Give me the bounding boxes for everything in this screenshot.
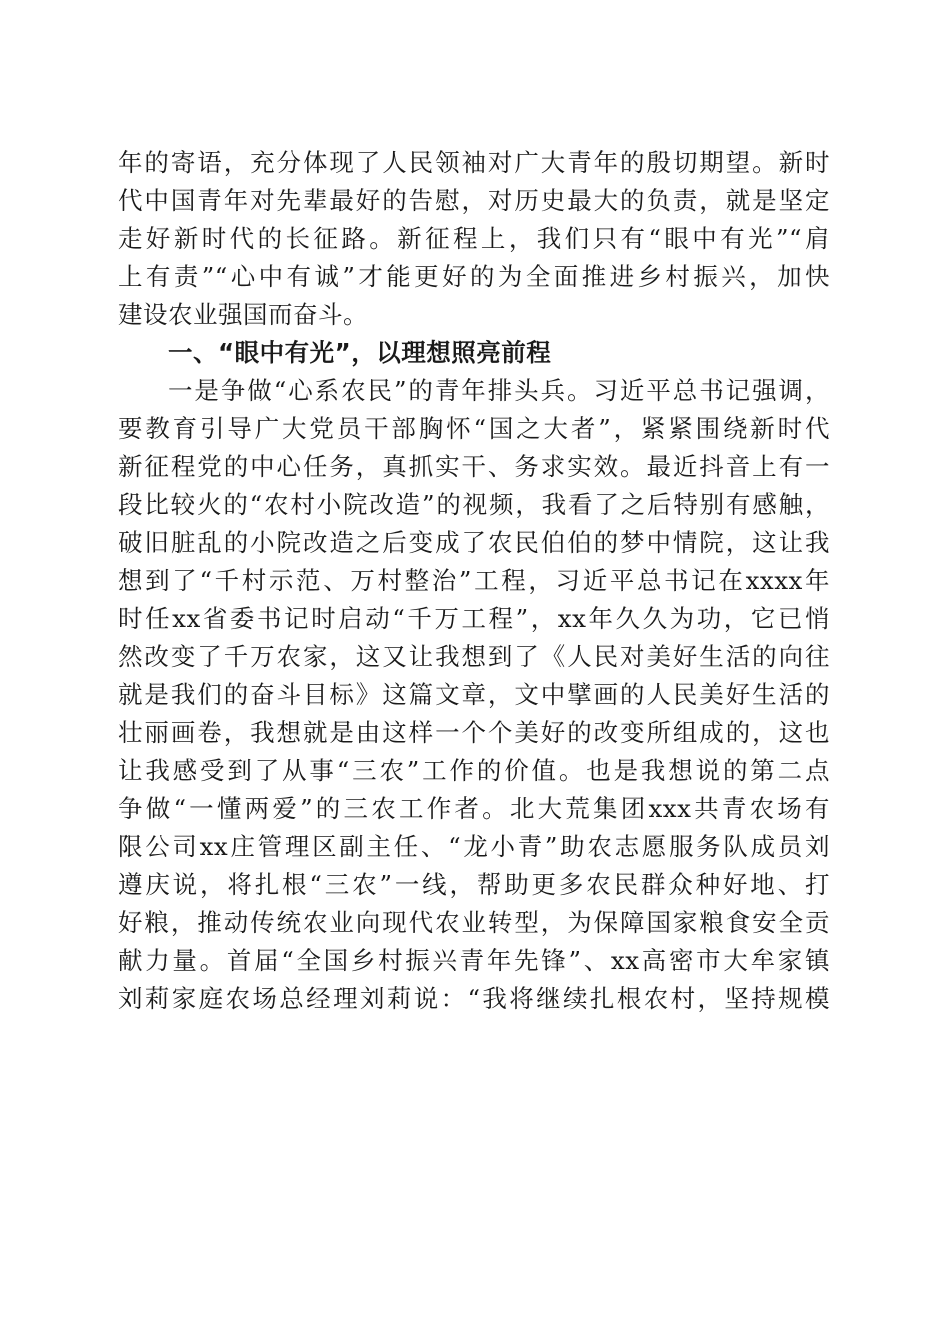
text-line: 新征程党的中心任务，真抓实干、务求实效。最近抖音上有一 (118, 452, 830, 481)
text-line: 献力量。首届“全国乡村振兴青年先锋”、xx高密市大牟家镇 (118, 946, 830, 975)
document-body (118, 144, 830, 1018)
text-line: 一是争做“心系农民”的青年排头兵。习近平总书记强调， (168, 376, 830, 405)
main-paragraph (118, 372, 830, 1018)
text-line: 时任xx省委书记时启动“千万工程”，xx年久久为功，它已悄 (118, 604, 830, 633)
text-line: 年的寄语，充分体现了人民领袖对广大青年的殷切期望。新时 (118, 148, 830, 177)
intro-paragraph (118, 144, 830, 334)
text-line: 建设农业强国而奋斗。 (118, 300, 368, 329)
text-line: 段比较火的“农村小院改造”的视频，我看了之后特别有感触， (118, 490, 830, 519)
text-line: 遵庆说，将扎根“三农”一线，帮助更多农民群众种好地、打 (118, 870, 830, 899)
text-line: 代中国青年对先辈最好的告慰，对历史最大的负责，就是坚定 (118, 186, 830, 215)
text-line: 让我感受到了从事“三农”工作的价值。也是我想说的第二点 (118, 756, 830, 785)
text-line: 破旧脏乱的小院改造之后变成了农民伯伯的梦中情院，这让我 (118, 528, 830, 557)
section-heading: 一、“眼中有光”，以理想照亮前程 (168, 338, 552, 367)
text-line: 好粮，推动传统农业向现代农业转型，为保障国家粮食安全贡 (118, 908, 830, 937)
text-line: 走好新时代的长征路。新征程上，我们只有“眼中有光”“肩 (118, 224, 830, 253)
text-line: 限公司xx庄管理区副主任、“龙小青”助农志愿服务队成员刘 (118, 832, 830, 861)
text-line: 上有责”“心中有诚”才能更好的为全面推进乡村振兴，加快 (118, 262, 830, 291)
text-line: 然改变了千万农家，这又让我想到了《人民对美好生活的向往 (118, 642, 830, 671)
text-line: 刘莉家庭农场总经理刘莉说：“我将继续扎根农村，坚持规模 (118, 984, 830, 1013)
text-line: 想到了“千村示范、万村整治”工程，习近平总书记在xxxx年 (118, 566, 830, 595)
text-line: 争做“一懂两爱”的三农工作者。北大荒集团xxx共青农场有 (118, 794, 830, 823)
text-line: 壮丽画卷，我想就是由这样一个个美好的改变所组成的，这也 (118, 718, 830, 747)
text-line: 要教育引导广大党员干部胸怀“国之大者”，紧紧围绕新时代 (118, 414, 830, 443)
text-line: 就是我们的奋斗目标》这篇文章，文中擘画的人民美好生活的 (118, 680, 830, 709)
